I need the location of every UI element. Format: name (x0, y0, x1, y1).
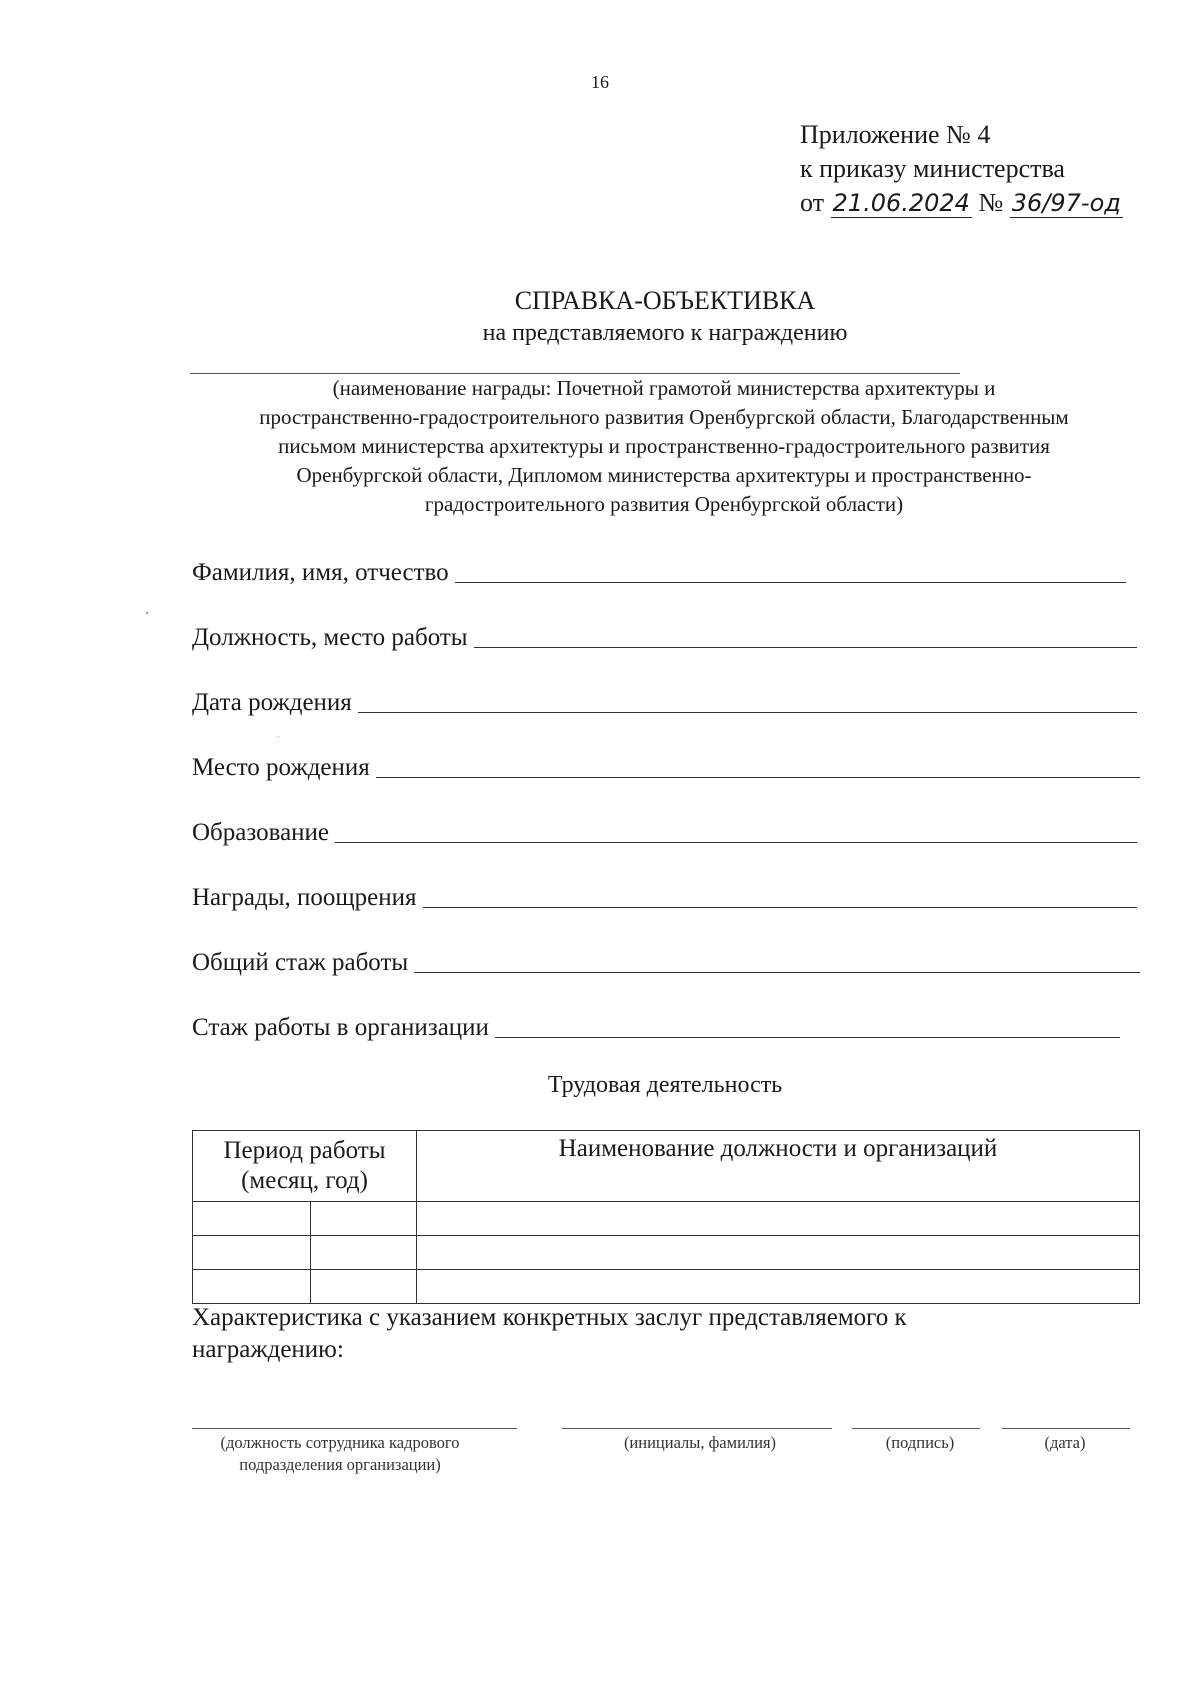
field-full-name[interactable] (192, 553, 1126, 587)
field-label: Должность, место работы (192, 624, 468, 651)
field-education[interactable] (192, 813, 1137, 847)
characteristic-line-2: награждению: (192, 1336, 344, 1363)
fill-line[interactable] (423, 907, 1138, 908)
work-section-title: Трудовая деятельность (547, 1072, 783, 1098)
appendix-from-prefix: от (800, 188, 825, 217)
position-caption (190, 1432, 490, 1476)
table-cell-start[interactable] (193, 1202, 311, 1236)
field-total-experience[interactable] (192, 943, 1140, 977)
table-cell-position[interactable] (417, 1202, 1140, 1236)
name-caption: (инициалы, фамилия) (623, 1433, 777, 1452)
table-header-row (193, 1131, 1140, 1202)
field-label: Награды, поощрения (192, 884, 417, 911)
appendix-line-1: Приложение № 4 (800, 120, 991, 149)
appendix-line-2: к приказу министерства (800, 154, 1065, 183)
scan-speck (146, 612, 148, 614)
table-row (193, 1202, 1140, 1236)
position-signature-line[interactable] (192, 1428, 517, 1429)
award-note-line: Оренбургской области, Дипломом министерства архитектуры и пространственно- (296, 463, 1032, 487)
period-header-line-1: Период работы (223, 1137, 386, 1164)
fill-line[interactable] (376, 777, 1140, 778)
period-header (193, 1131, 417, 1202)
fill-line[interactable] (455, 582, 1126, 583)
work-history-table (192, 1130, 1140, 1304)
field-birth-date[interactable] (192, 683, 1137, 717)
fill-line[interactable] (335, 842, 1137, 843)
signature-line[interactable] (852, 1428, 980, 1429)
fill-line[interactable] (414, 972, 1140, 973)
field-label: Образование (192, 819, 330, 846)
scan-speck (278, 736, 279, 737)
handwritten-order-number: 36/97-од (1011, 189, 1121, 217)
document-title: СПРАВКА-ОБЪЕКТИВКА (514, 286, 816, 315)
page-number: 16 (591, 72, 609, 92)
table-cell-start[interactable] (193, 1270, 311, 1304)
table-cell-end[interactable] (311, 1202, 417, 1236)
award-note (178, 374, 1150, 519)
position-caption-line-1: (должность сотрудника кадрового (220, 1433, 460, 1452)
fill-line[interactable] (358, 712, 1137, 713)
field-label: Стаж работы в организации (192, 1014, 489, 1041)
signature-caption: (подпись) (885, 1433, 955, 1452)
position-header: Наименование должности и организаций (417, 1131, 1140, 1202)
table-row (193, 1270, 1140, 1304)
date-caption: (дата) (1044, 1433, 1086, 1452)
appendix-block (800, 118, 1123, 220)
period-header-line-2: (месяц, год) (241, 1167, 368, 1194)
award-note-line: (наименование награды: Почетной грамотой министерства архитектуры и (332, 376, 996, 400)
table-row (193, 1236, 1140, 1270)
position-caption-line-2: подразделения организации) (239, 1455, 441, 1474)
table-cell-end[interactable] (311, 1270, 417, 1304)
table-cell-position[interactable] (417, 1270, 1140, 1304)
table-cell-start[interactable] (193, 1236, 311, 1270)
document-subtitle: на представляемого к награждению (482, 320, 848, 346)
characteristic-line-1: Характеристика с указанием конкретных заслуг представляемого к (192, 1304, 907, 1331)
field-label: Место рождения (192, 754, 370, 781)
fill-line[interactable] (474, 647, 1137, 648)
award-note-line: письмом министерства архитектуры и пространственно-градостроительного развития (278, 434, 1050, 458)
appendix-line-3 (800, 186, 1123, 220)
handwritten-date: 21.06.2024 (832, 189, 970, 217)
name-signature-line[interactable] (562, 1428, 832, 1429)
field-label: Дата рождения (192, 689, 352, 716)
table-cell-position[interactable] (417, 1236, 1140, 1270)
award-note-line: градостроительного развития Оренбургской области) (424, 492, 904, 516)
field-org-experience[interactable] (192, 1008, 1120, 1042)
award-note-line: пространственно-градостроительного развития Оренбургской области, Благодарственным (259, 405, 1069, 429)
fill-line[interactable] (495, 1037, 1120, 1038)
field-label: Фамилия, имя, отчество (192, 559, 449, 586)
field-label: Общий стаж работы (192, 949, 409, 976)
field-awards[interactable] (192, 878, 1137, 912)
table-cell-end[interactable] (311, 1236, 417, 1270)
field-birth-place[interactable] (192, 748, 1140, 782)
field-position[interactable] (192, 618, 1137, 652)
characteristic-block (192, 1302, 1092, 1366)
appendix-number-sign: № (978, 188, 1004, 217)
date-signature-line[interactable] (1002, 1428, 1130, 1429)
